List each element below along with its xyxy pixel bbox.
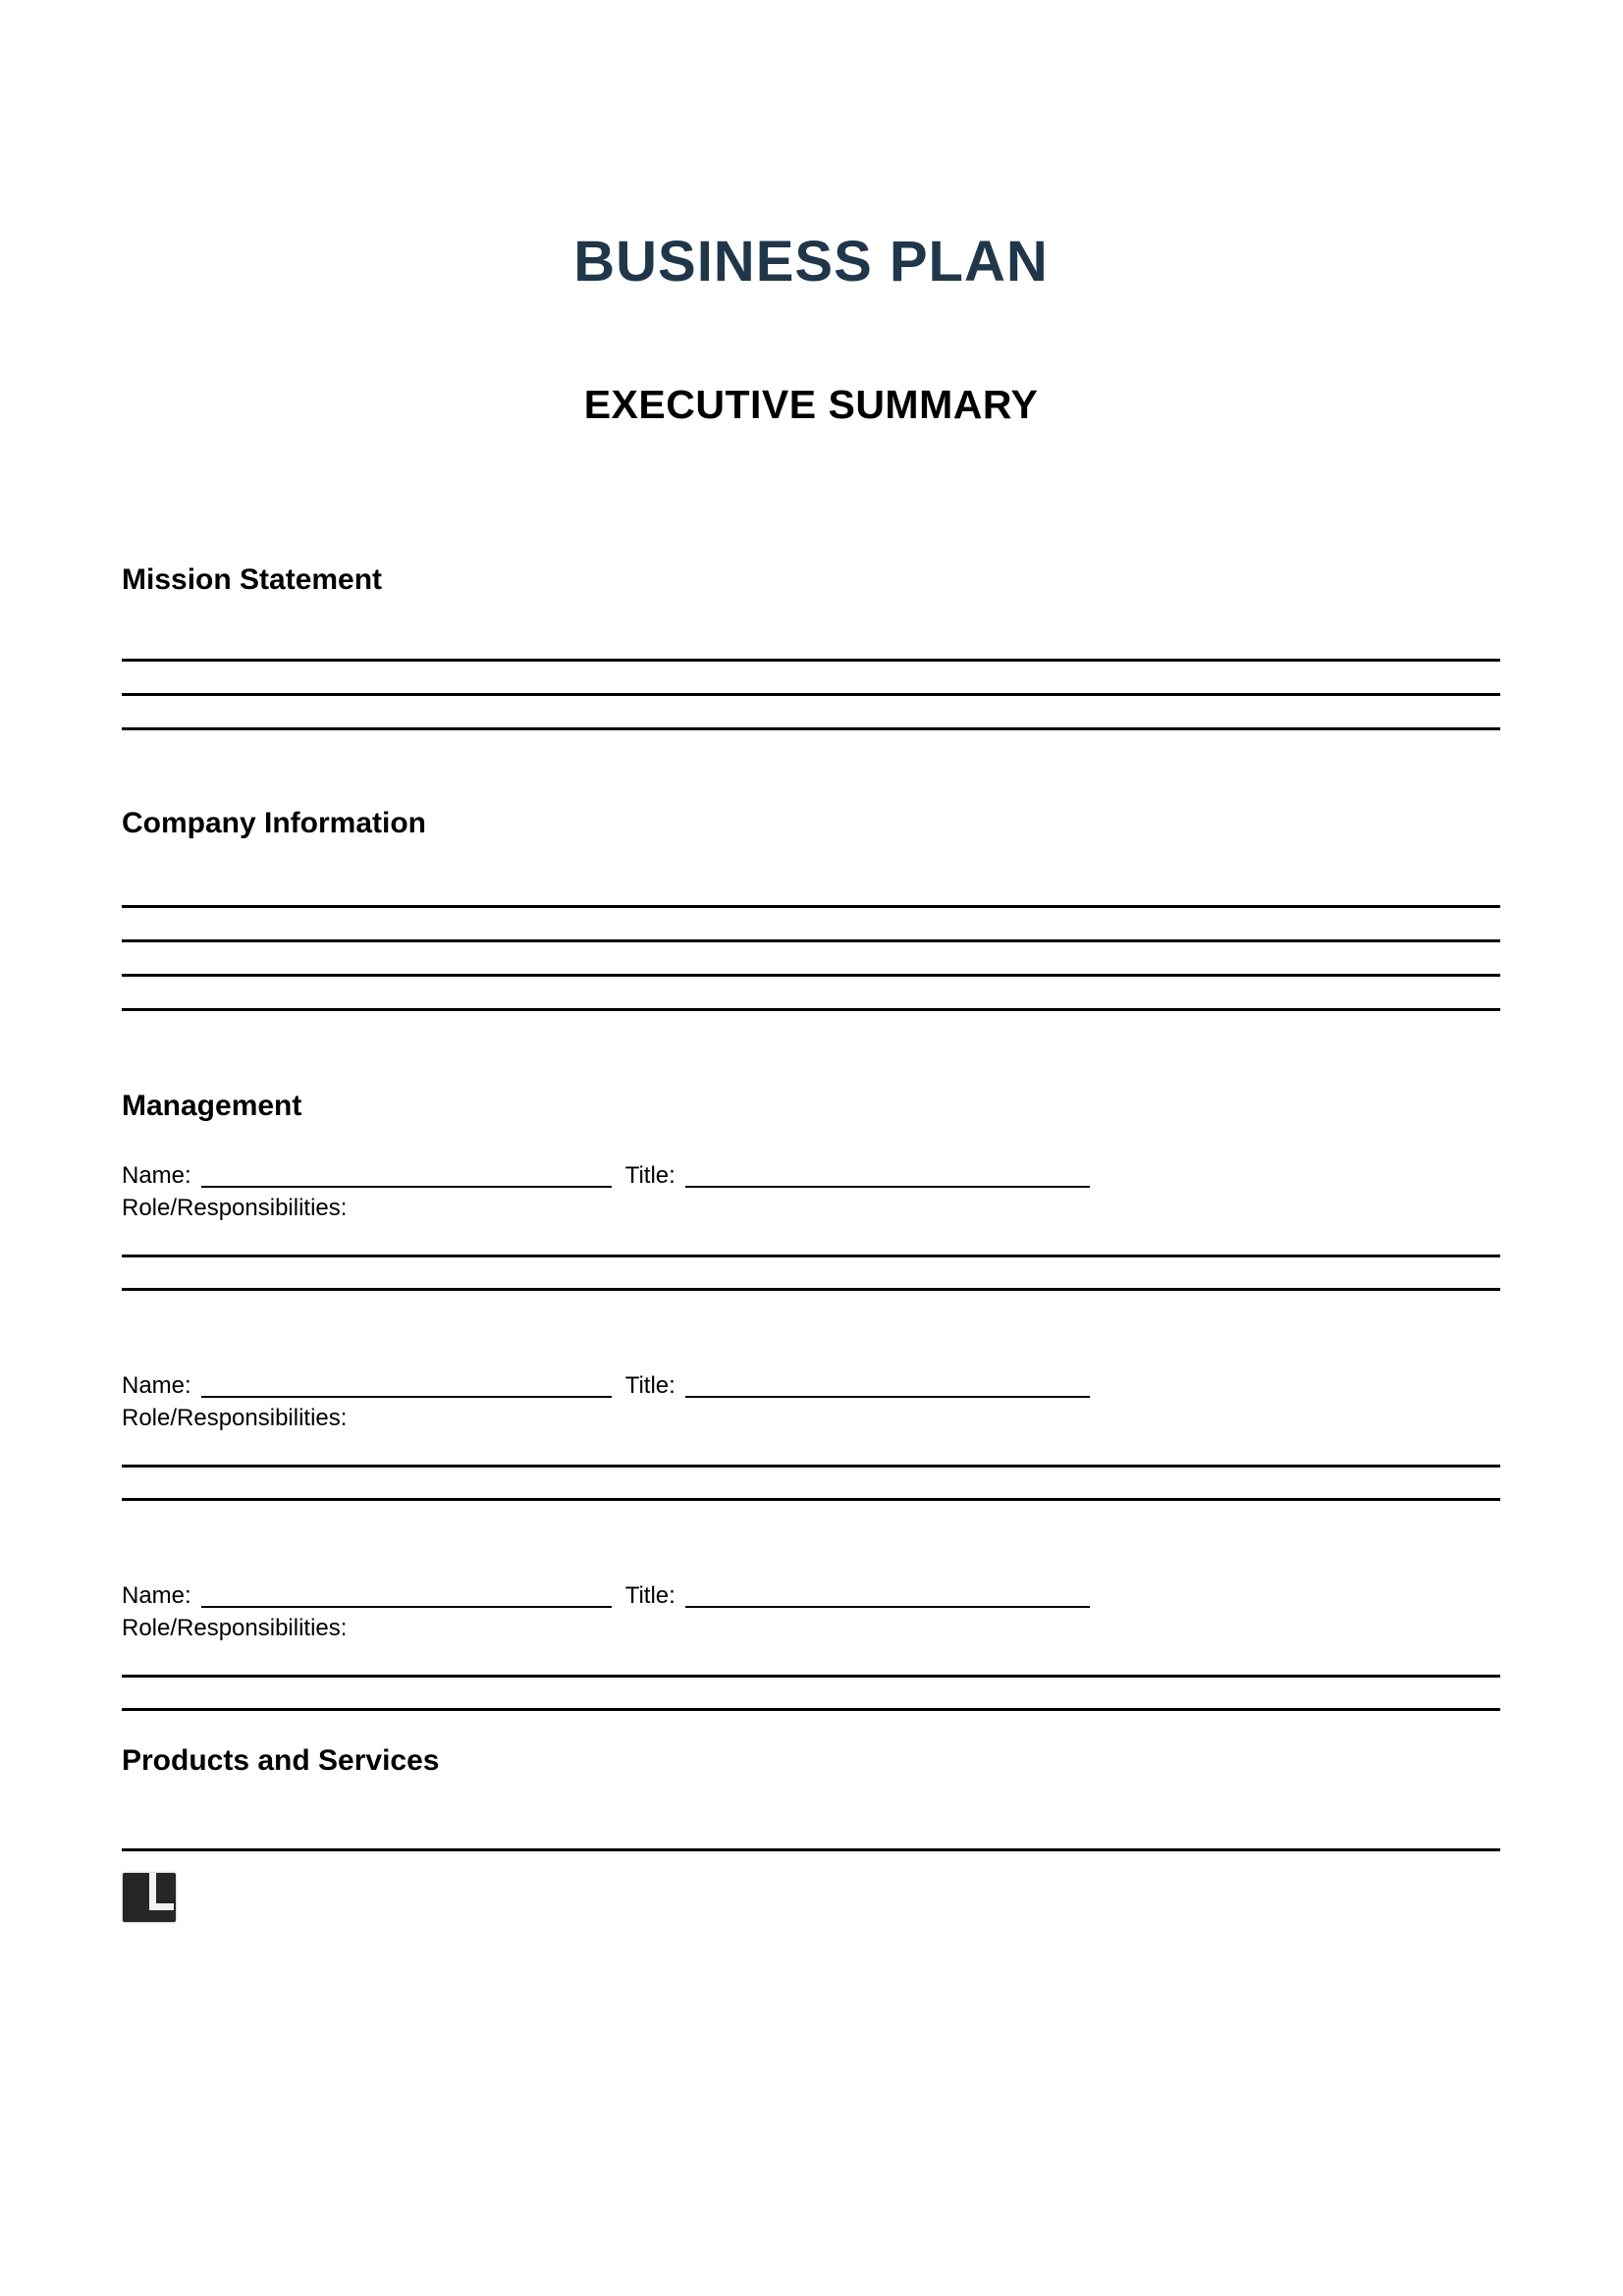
section-mission-statement bbox=[122, 562, 1500, 730]
blank-write-line bbox=[122, 1224, 1500, 1257]
title-fill-line bbox=[685, 1606, 1090, 1608]
blank-write-line bbox=[122, 662, 1500, 696]
name-fill-line bbox=[201, 1186, 612, 1188]
document-title: BUSINESS PLAN bbox=[573, 230, 1049, 294]
role-label: Role/Responsibilities: bbox=[122, 1195, 348, 1221]
management-entry-1 bbox=[122, 1159, 1500, 1291]
role-write-lines bbox=[122, 1224, 1500, 1291]
title-label: Title: bbox=[624, 1162, 676, 1189]
management-entry-3 bbox=[122, 1579, 1500, 1711]
section-products-and-services bbox=[122, 1743, 1500, 1851]
products-and-services-write-lines bbox=[122, 1817, 1500, 1851]
blank-write-line bbox=[122, 1468, 1500, 1501]
role-row bbox=[122, 1612, 1500, 1644]
blank-write-line bbox=[122, 1434, 1500, 1468]
products-and-services-heading: Products and Services bbox=[122, 1744, 440, 1777]
blank-write-line bbox=[122, 942, 1500, 977]
role-label: Role/Responsibilities: bbox=[122, 1405, 348, 1431]
blank-write-line bbox=[122, 874, 1500, 908]
name-fill-line bbox=[201, 1606, 612, 1608]
name-label: Name: bbox=[122, 1582, 191, 1609]
section-management bbox=[122, 1089, 1500, 1711]
role-write-lines bbox=[122, 1434, 1500, 1501]
title-fill-line bbox=[685, 1186, 1090, 1188]
role-row bbox=[122, 1402, 1500, 1434]
title-label: Title: bbox=[624, 1372, 676, 1399]
title-fill-line bbox=[685, 1396, 1090, 1398]
management-entry-2 bbox=[122, 1369, 1500, 1501]
mission-statement-heading: Mission Statement bbox=[122, 563, 383, 596]
role-write-lines bbox=[122, 1644, 1500, 1711]
blank-write-line bbox=[122, 1257, 1500, 1291]
blank-write-line bbox=[122, 696, 1500, 730]
name-fill-line bbox=[201, 1396, 612, 1398]
blank-write-line bbox=[122, 627, 1500, 662]
document-subtitle: EXECUTIVE SUMMARY bbox=[583, 382, 1039, 427]
blank-write-line bbox=[122, 1644, 1500, 1678]
name-title-row bbox=[122, 1369, 1500, 1402]
company-information-write-lines bbox=[122, 874, 1500, 1011]
blank-write-line bbox=[122, 1678, 1500, 1711]
section-company-information bbox=[122, 806, 1500, 1011]
company-information-heading: Company Information bbox=[122, 807, 427, 839]
letter-l-icon bbox=[149, 1873, 174, 1910]
role-row bbox=[122, 1192, 1500, 1224]
name-label: Name: bbox=[122, 1162, 191, 1189]
name-title-row bbox=[122, 1159, 1500, 1192]
title-label: Title: bbox=[624, 1582, 676, 1609]
mission-statement-write-lines bbox=[122, 627, 1500, 730]
role-label: Role/Responsibilities: bbox=[122, 1615, 348, 1641]
management-heading: Management bbox=[122, 1090, 302, 1122]
name-title-row bbox=[122, 1579, 1500, 1612]
name-label: Name: bbox=[122, 1372, 191, 1399]
blank-write-line bbox=[122, 908, 1500, 942]
blank-write-line bbox=[122, 977, 1500, 1011]
blank-write-line bbox=[122, 1817, 1500, 1851]
legal-templates-logo bbox=[123, 1873, 176, 1922]
